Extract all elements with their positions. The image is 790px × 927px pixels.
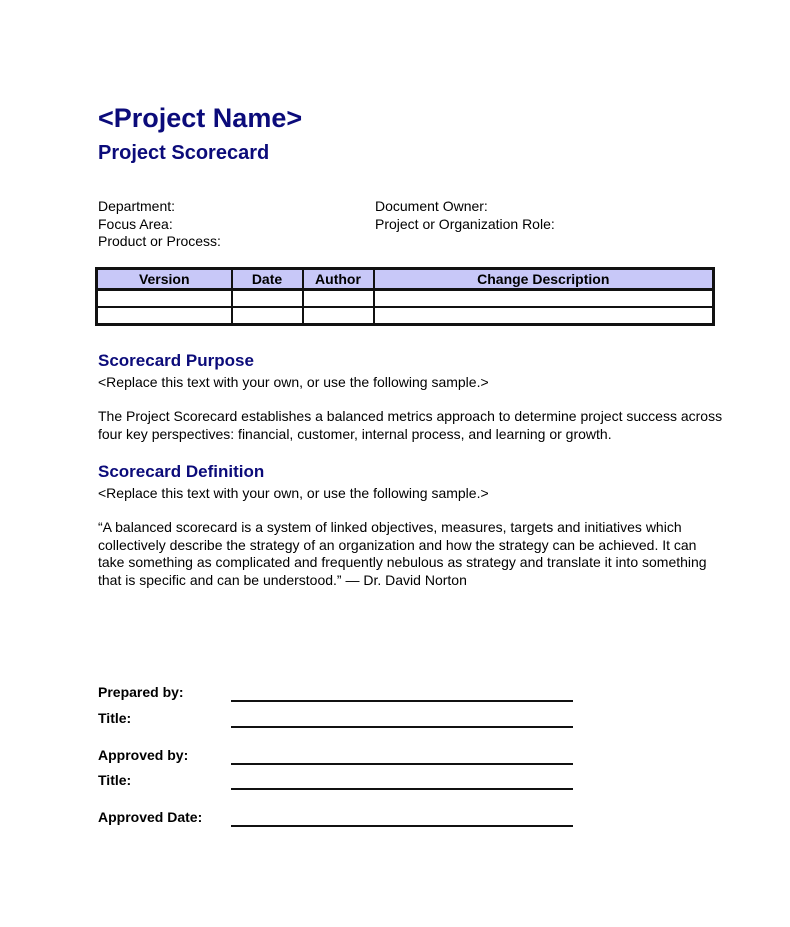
approved-title-line[interactable] — [231, 788, 573, 790]
date-cell[interactable] — [232, 290, 303, 308]
organization-role-label: Project or Organization Role: — [375, 215, 555, 232]
section-heading-purpose: Scorecard Purpose — [98, 351, 254, 370]
author-cell[interactable] — [303, 290, 374, 308]
meta-left-block — [98, 198, 221, 251]
definition-quote: “A balanced scorecard is a system of linked objectives, measures, targets and initiatives which collectively describe the strategy of an organization and how the strategy can be achieved. It can take something as complicated and frequently nebulous as strategy and translate it into something that is specific and can be understood.” — Dr. David Norton — [98, 519, 707, 588]
change-description-cell[interactable] — [374, 290, 714, 308]
document-owner-label: Document Owner: — [375, 198, 488, 214]
version-cell[interactable] — [97, 307, 232, 325]
column-header-date: Date — [232, 269, 303, 290]
column-header-author: Author — [303, 269, 374, 290]
change-description-cell[interactable] — [374, 307, 714, 325]
purpose-instruction: <Replace this text with your own, or use the following sample.> — [98, 374, 489, 390]
prepared-by-signature-line[interactable] — [231, 700, 573, 702]
section-heading-definition: Scorecard Definition — [98, 462, 265, 481]
prepared-title-line[interactable] — [231, 726, 573, 728]
column-header-change-description: Change Description — [374, 269, 714, 290]
approved-by-signature-line[interactable] — [231, 763, 573, 765]
department-label: Department: — [98, 198, 176, 214]
version-cell[interactable] — [97, 290, 232, 308]
table-row — [97, 290, 714, 308]
project-name-title: <Project Name> — [98, 103, 303, 133]
prepared-by-label: Prepared by: — [98, 684, 184, 700]
product-process-label: Product or Process: — [98, 233, 221, 249]
approved-date-label: Approved Date: — [98, 809, 203, 825]
approved-by-label: Approved by: — [98, 747, 189, 763]
date-cell[interactable] — [232, 307, 303, 325]
approved-date-line[interactable] — [231, 825, 573, 827]
document-subtitle: Project Scorecard — [98, 142, 270, 164]
revision-history-table — [95, 267, 715, 326]
prepared-title-label: Title: — [98, 710, 132, 726]
table-header-row — [97, 269, 714, 290]
definition-instruction: <Replace this text with your own, or use the following sample.> — [98, 485, 489, 501]
purpose-body: The Project Scorecard establishes a balanced metrics approach to determine project success across four key perspectives: financial, customer, internal process, and learning or growth. — [98, 408, 723, 442]
focus-area-label: Focus Area: — [98, 215, 173, 232]
column-header-version: Version — [97, 269, 232, 290]
author-cell[interactable] — [303, 307, 374, 325]
meta-right-block — [375, 198, 555, 233]
table-row — [97, 307, 714, 325]
approved-title-label: Title: — [98, 772, 132, 788]
